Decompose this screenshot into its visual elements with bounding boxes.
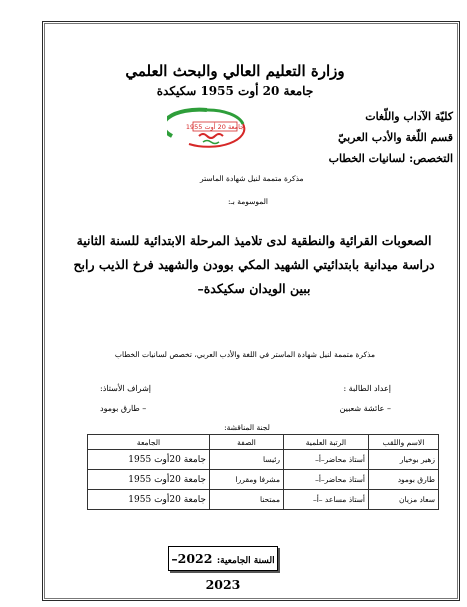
university-logo [167, 106, 247, 152]
student-label: إعداد الطالبة : [343, 384, 391, 393]
thesis-title-line-3: ببين الويدان سكيكدة– [197, 281, 311, 296]
academic-year-label: السنة الجامعية: [216, 556, 275, 566]
faculty-name: كليّة الآداب واللّغات [365, 110, 453, 123]
member-university: جامعة 20أوت 1955 [88, 450, 210, 470]
academic-year-value: 2022–2023 [171, 551, 241, 592]
member-role: ممتحنا [210, 490, 284, 510]
column-header-role: الصفة [210, 435, 284, 450]
logo-text: جامعة 20 أوت 1955 [185, 123, 245, 131]
member-name: طارق بومود [368, 470, 438, 490]
thesis-title-line-1: الصعوبات القرائية والنطقية لدى تلاميذ المرحلة الابتدائية للسنة الثانية [76, 233, 432, 248]
member-university: جامعة 20أوت 1955 [88, 470, 210, 490]
member-rank: أستاذ محاضر–أ– [283, 450, 368, 470]
column-header-rank: الرتبة العلمية [283, 435, 368, 450]
member-rank: أستاذ محاضر–أ– [283, 470, 368, 490]
member-university: جامعة 20أوت 1955 [88, 490, 210, 510]
table-header-row [88, 435, 439, 450]
student-name: – عائشة شعبين [339, 404, 391, 413]
committee-table [87, 434, 439, 510]
member-rank: أستاذ مساعد –أ– [283, 490, 368, 510]
member-role: مشرفا ومقررا [210, 470, 284, 490]
supervisor-name: – طارق بومود [100, 404, 147, 413]
member-name: زهير بوخيار [368, 450, 438, 470]
committee-title: لجنة المناقشة: [224, 423, 270, 432]
table-row [88, 470, 439, 490]
table-row [88, 490, 439, 510]
supervisor-label: إشراف الأستاذ: [100, 384, 151, 393]
university-name: جامعة 20 أوت 1955 سكيكدة [156, 84, 314, 98]
memo-line: مذكرة متممة لنيل شهادة الماستر [200, 174, 304, 183]
department-name: قسم اللّغة والأدب العربيّ [337, 131, 453, 144]
table-row [88, 450, 439, 470]
academic-year-box [168, 546, 278, 592]
titled-label: الموسومة بـ: [228, 197, 268, 206]
ministry-name: وزارة التعليم العالي والبحث العلمي [125, 62, 345, 80]
column-header-university: الجامعة [88, 435, 210, 450]
thesis-title-line-2: دراسة ميدانية بابتدائيتي الشهيد المكي بوودن والشهيد فرخ الذيب رابح [73, 257, 435, 272]
member-name: سعاد مزيان [368, 490, 438, 510]
column-header-name: الاسم واللقب [368, 435, 438, 450]
specialty: التخصص: لسانيات الخطاب [328, 152, 453, 165]
member-role: رئيسا [210, 450, 284, 470]
memo-full-line: مذكرة متممة لنيل شهادة الماستر في اللغة والأدب العربي، تخصص لسانيات الخطاب [114, 350, 376, 359]
